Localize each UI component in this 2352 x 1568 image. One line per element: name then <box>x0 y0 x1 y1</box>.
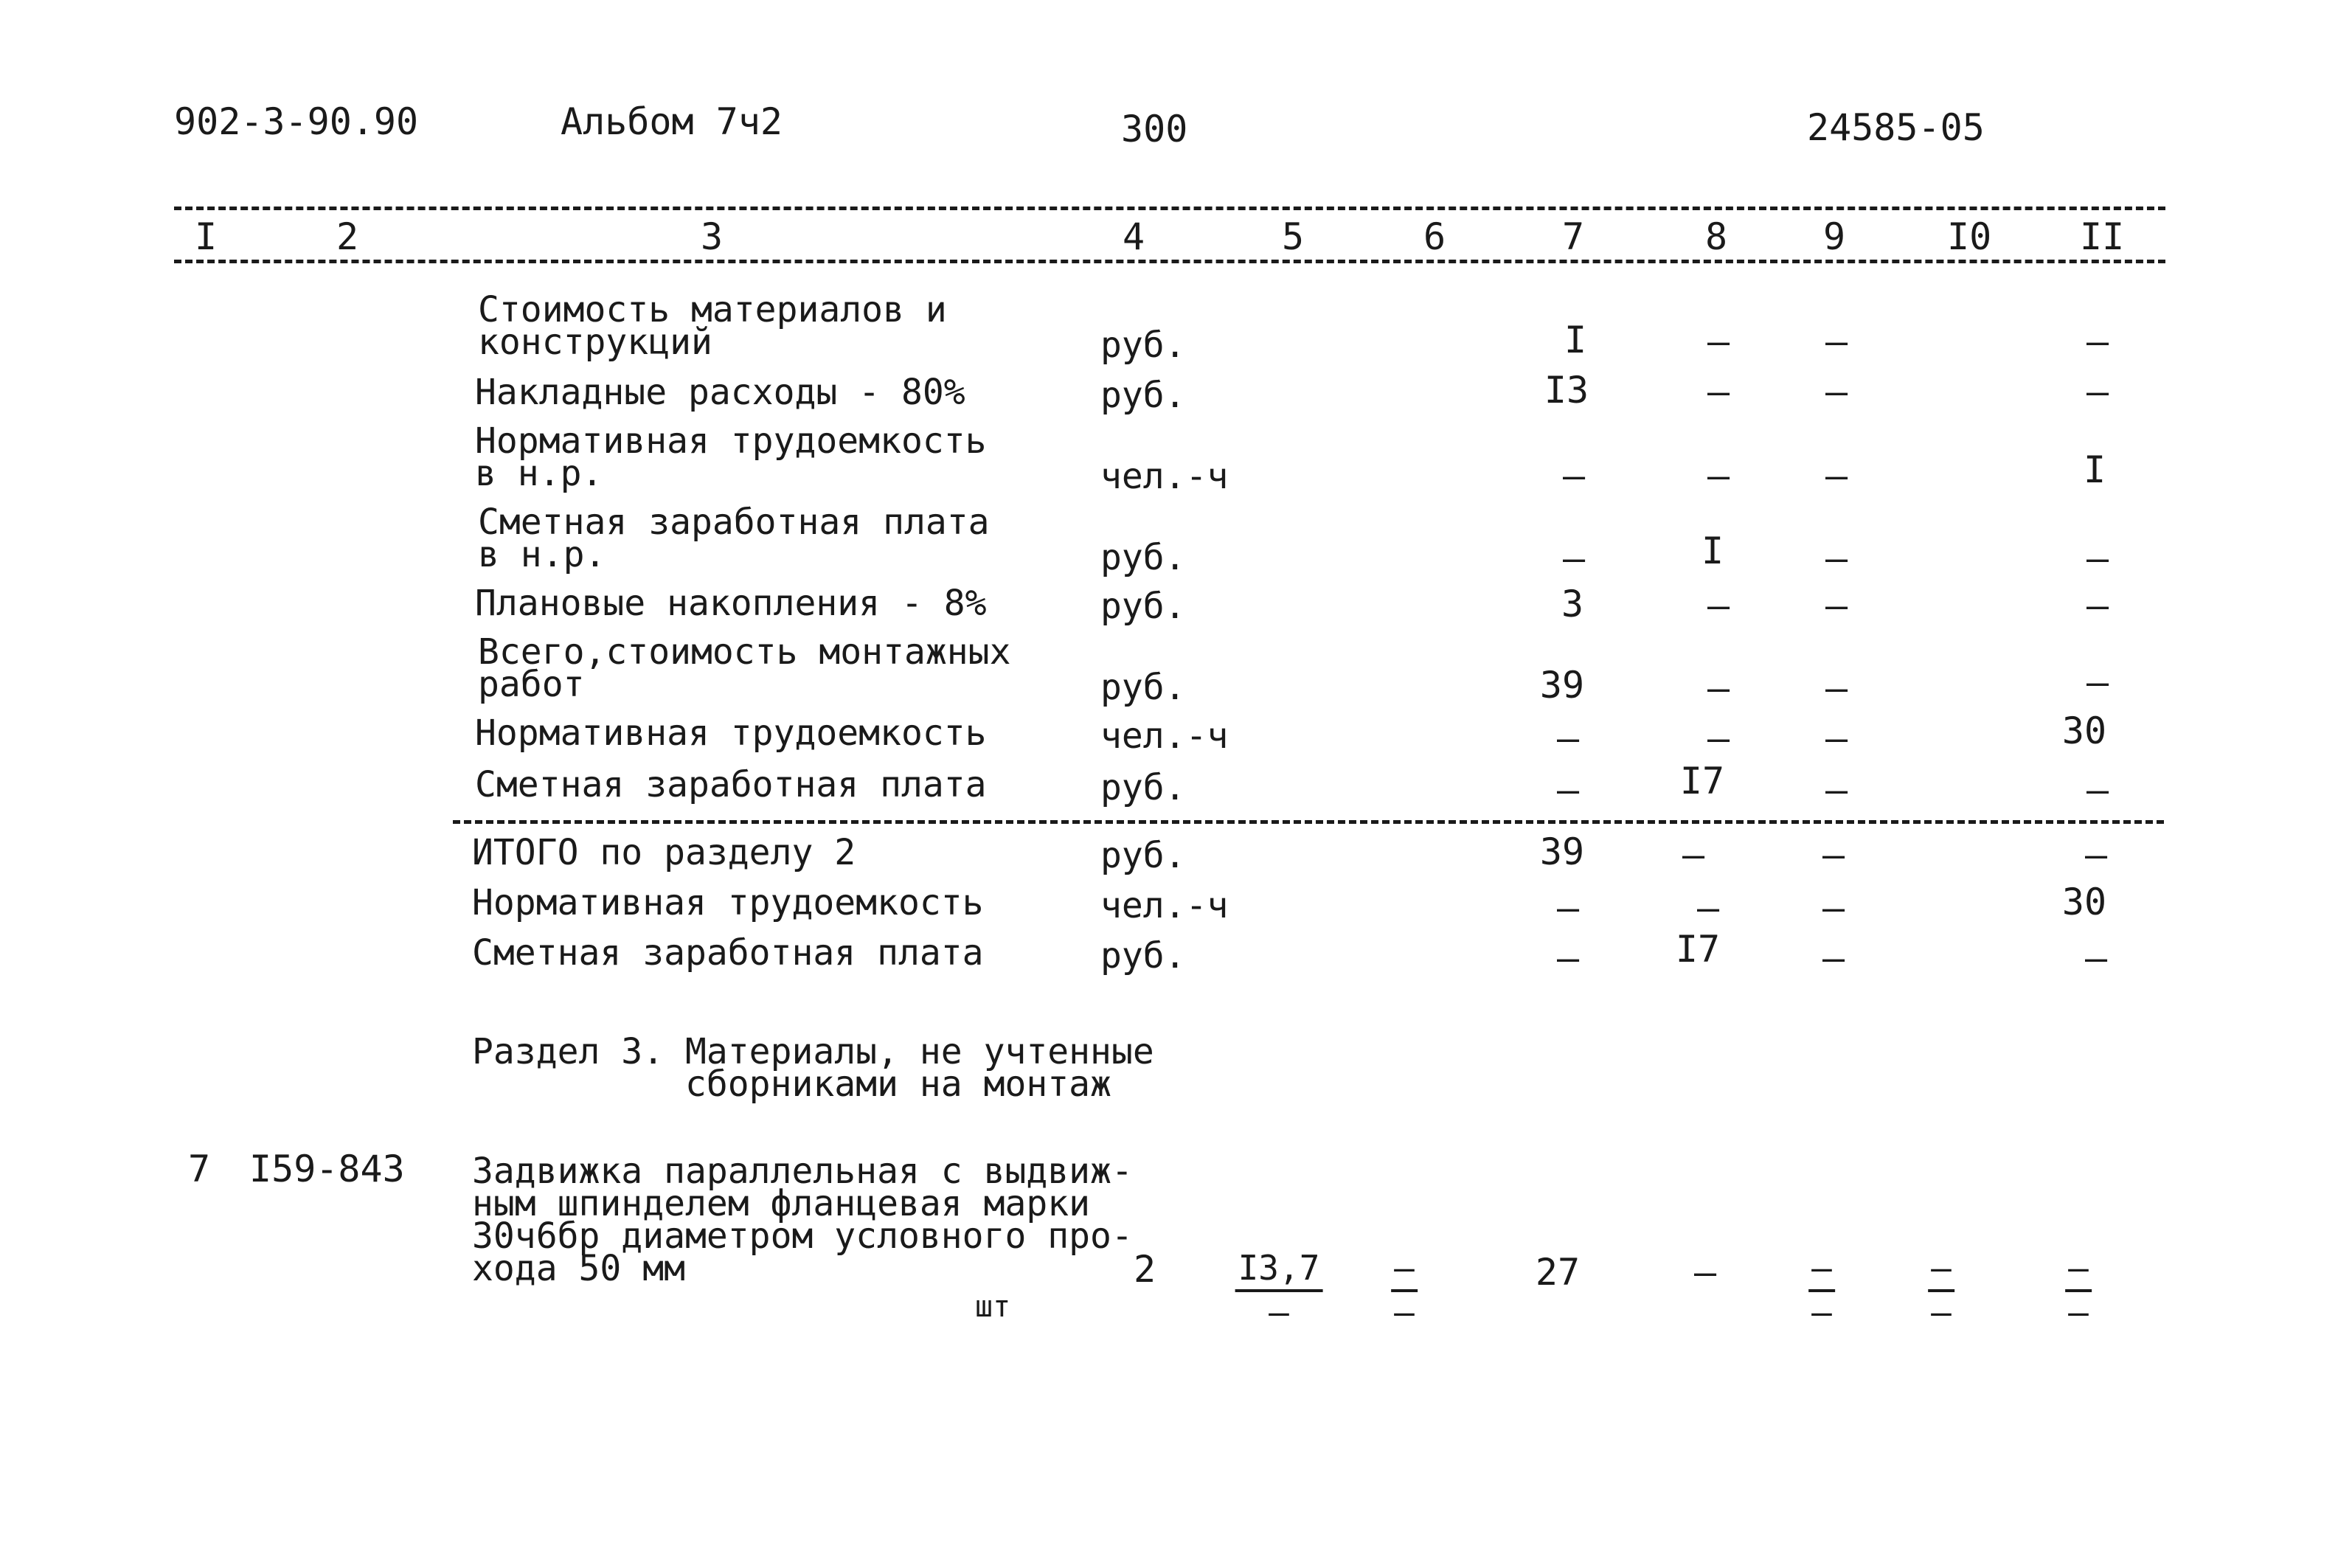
cell-col11: – <box>2086 320 2109 363</box>
cell-col11: – <box>2086 537 2109 580</box>
cell-col11: – <box>2086 370 2109 413</box>
cell-col8: – <box>1707 717 1730 760</box>
cell-col8: – <box>1682 833 1705 876</box>
document-code: 902-3-90.90 <box>174 100 419 143</box>
cell-col9: – <box>1825 717 1848 760</box>
cell-col9: – <box>1825 667 1848 710</box>
row-label: Нормативная трудоемкость <box>472 882 984 923</box>
cell-col9: – <box>1825 769 1848 811</box>
item-unit: шт <box>975 1290 1011 1324</box>
cell-col10-fraction <box>1928 1248 1954 1332</box>
section-heading: Раздел 3. Материалы, не учтенные сборниками на монтаж <box>472 1031 1154 1105</box>
cell-col7: I3 <box>1544 369 1589 412</box>
cell-col7: – <box>1556 887 1580 929</box>
row-label: Плановые накопления - 8% <box>475 583 987 624</box>
row-label: Нормативная трудоемкость <box>475 712 987 754</box>
cell-col8: I7 <box>1675 928 1721 971</box>
col-number: 6 <box>1423 215 1446 258</box>
cell-col7: – <box>1556 937 1580 979</box>
cell-col11: – <box>2086 661 2109 704</box>
cell-col11: 30 <box>2061 710 2107 752</box>
row-label: ИТОГО по разделу 2 <box>472 832 856 873</box>
cell-col9: – <box>1822 937 1845 979</box>
cell-col7: 27 <box>1535 1251 1581 1294</box>
row-unit: чел.-ч <box>1100 715 1229 757</box>
col-number: I <box>195 215 218 258</box>
col-number: II <box>2080 215 2125 258</box>
cell-col8: – <box>1707 320 1730 363</box>
cell-col8: I7 <box>1679 760 1725 802</box>
cell-col11: 30 <box>2061 881 2107 923</box>
row-unit: чел.-ч <box>1100 456 1229 497</box>
cell-col11: – <box>2084 937 2108 979</box>
col-number: 5 <box>1282 215 1305 258</box>
row-unit: руб. <box>1100 325 1186 366</box>
cell-col7: – <box>1562 537 1586 580</box>
cell-col8: – <box>1707 370 1730 413</box>
page-number: 300 <box>1121 108 1188 150</box>
col-number: 7 <box>1562 215 1585 258</box>
cell-col7: – <box>1556 717 1580 760</box>
row-label: Сметная заработная плата <box>475 764 987 805</box>
cell-col9-fraction <box>1808 1248 1835 1332</box>
cell-col8: – <box>1707 454 1730 497</box>
cell-col9: – <box>1822 833 1845 876</box>
cell-col7: – <box>1562 454 1586 497</box>
row-label: Всего,стоимость монтажных работ <box>478 631 1011 705</box>
fraction-denominator: – <box>1394 1292 1415 1332</box>
row-unit: руб. <box>1100 667 1186 708</box>
fraction-denominator: – <box>1931 1292 1952 1332</box>
item-number: 7 <box>187 1148 211 1190</box>
inventory-number: 24585-05 <box>1807 106 1985 149</box>
cell-col5-fraction <box>1235 1248 1323 1332</box>
row-unit: руб. <box>1100 537 1186 578</box>
cell-col9: – <box>1825 454 1848 497</box>
item-quantity: 2 <box>1133 1248 1156 1291</box>
cell-col7: – <box>1556 769 1580 811</box>
fraction-numerator: – <box>2065 1251 2092 1292</box>
fraction-denominator: – <box>1811 1292 1832 1332</box>
cell-col8: – <box>1693 1251 1717 1294</box>
cell-col8: – <box>1707 584 1730 627</box>
col-number: 2 <box>336 215 359 258</box>
cell-col11: – <box>2084 833 2108 876</box>
row-unit: руб. <box>1100 586 1186 627</box>
row-unit: руб. <box>1100 835 1186 876</box>
row-label: Накладные расходы - 80% <box>475 372 965 413</box>
cell-col11: I <box>2083 448 2106 491</box>
row-unit: чел.-ч <box>1100 885 1229 926</box>
row-label: Сметная заработная плата в н.р. <box>478 502 990 575</box>
col-number: 8 <box>1705 215 1728 258</box>
cell-col7: 3 <box>1561 583 1584 625</box>
cell-col9: – <box>1825 370 1848 413</box>
cell-col7: I <box>1564 319 1587 361</box>
row-unit: руб. <box>1100 935 1186 976</box>
cell-col8: I <box>1701 530 1724 572</box>
cell-col9: – <box>1825 584 1848 627</box>
col-number: I0 <box>1947 215 1992 258</box>
header-top-rule <box>174 207 2165 210</box>
cell-col11: – <box>2086 769 2109 811</box>
cell-col11: – <box>2086 584 2109 627</box>
row-label: Стоимость материалов и конструкций <box>478 289 947 363</box>
fraction-numerator: – <box>1808 1251 1835 1292</box>
col-number: 3 <box>701 215 724 258</box>
cell-col9: – <box>1822 887 1845 929</box>
row-label: Сметная заработная плата <box>472 932 984 974</box>
album-label: Альбом 7ч2 <box>561 100 783 143</box>
col-number: 4 <box>1123 215 1145 258</box>
cell-col8: – <box>1707 667 1730 710</box>
col-number: 9 <box>1823 215 1846 258</box>
fraction-denominator: – <box>1269 1292 1289 1332</box>
fraction-numerator: I3,7 <box>1235 1251 1323 1292</box>
totals-rule <box>453 820 2164 824</box>
fraction-numerator: – <box>1928 1251 1954 1292</box>
row-label: Нормативная трудоемкость в н.р. <box>475 420 987 494</box>
cell-col9: – <box>1825 320 1848 363</box>
fraction-denominator: – <box>2068 1292 2089 1332</box>
cell-col8: – <box>1696 887 1720 929</box>
cell-col9: – <box>1825 537 1848 580</box>
cell-col6-fraction <box>1391 1248 1418 1332</box>
fraction-numerator: – <box>1391 1251 1418 1292</box>
cell-col11-fraction <box>2065 1248 2092 1332</box>
cell-col7: 39 <box>1539 664 1585 707</box>
item-description: Задвижка параллельная с выдвиж- ным шпинделем фланцевая марки 30ч6бр диаметром условного про- хода 50 мм <box>472 1151 1133 1289</box>
row-unit: руб. <box>1100 767 1186 808</box>
header-bottom-rule <box>174 260 2165 263</box>
row-unit: руб. <box>1100 375 1186 416</box>
cell-col7: 39 <box>1539 830 1585 873</box>
item-code: I59-843 <box>249 1148 405 1190</box>
